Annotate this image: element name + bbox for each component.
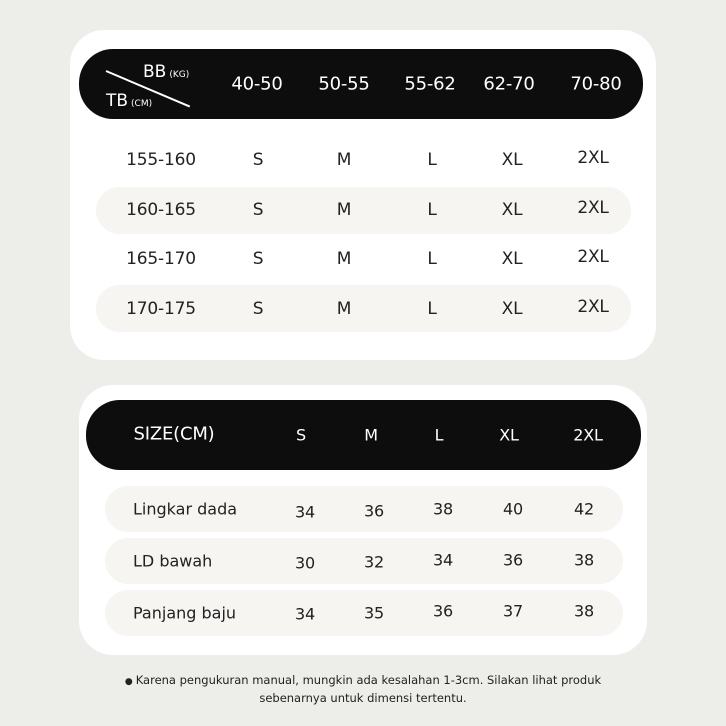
size-cell: XL (501, 249, 523, 269)
size-cell: L (427, 299, 437, 319)
size-cell: XL (501, 200, 523, 220)
size-cell: M (336, 249, 352, 269)
measure-cell: 30 (295, 553, 315, 573)
note-text-1: Karena pengukuran manual, mungkin ada kesalahan 1-3cm. Silakan lihat produk (135, 673, 602, 687)
measure-row-label: Panjang baju (133, 603, 237, 623)
measure-row-label: LD bawah (133, 551, 213, 571)
size-cell: XL (501, 150, 523, 170)
measure-cell: 38 (574, 601, 594, 621)
size-cell: 2XL (577, 247, 609, 267)
measure-cell: 34 (295, 502, 315, 522)
size-cell: L (427, 249, 437, 269)
bb-text: BB (143, 62, 167, 82)
weight-col-4: 62-70 (483, 73, 535, 95)
measure-col-4: XL (499, 425, 519, 445)
size-cell: S (252, 200, 264, 220)
size-cell: M (336, 299, 352, 319)
size-cell: 2XL (577, 198, 609, 218)
tb-cm-label (106, 91, 152, 111)
measure-cell: 32 (364, 552, 384, 572)
measure-col-1: S (296, 425, 306, 445)
weight-col-1: 40-50 (231, 73, 283, 95)
measure-cell: 38 (574, 550, 594, 570)
measurement-table-header (86, 400, 641, 470)
measure-col-2: M (364, 425, 378, 445)
bullet-icon: ● (124, 677, 133, 687)
size-cell: S (252, 249, 264, 269)
size-cell: S (252, 299, 264, 319)
height-cell: 165-170 (126, 249, 196, 269)
measure-cell: 42 (574, 499, 594, 519)
note-line-2: sebenarnya untuk dimensi tertentu. (259, 691, 467, 705)
measure-cell: 40 (503, 499, 523, 519)
measure-cell: 35 (364, 603, 384, 623)
size-cell: 2XL (577, 297, 609, 317)
measure-cell: 34 (433, 550, 453, 570)
bb-kg-label (143, 62, 189, 82)
measure-col-5: 2XL (573, 425, 603, 445)
measure-col-3: L (434, 425, 444, 445)
size-cell: XL (501, 299, 523, 319)
measure-cell: 37 (503, 601, 523, 621)
height-cell: 160-165 (126, 200, 196, 220)
weight-col-5: 70-80 (570, 73, 622, 95)
size-cell: S (252, 150, 264, 170)
note-line-1 (0, 672, 726, 690)
size-cell: M (336, 200, 352, 220)
size-cell: L (427, 200, 437, 220)
size-cell: 2XL (577, 148, 609, 168)
weight-table-header (79, 49, 643, 119)
height-cell: 170-175 (126, 299, 196, 319)
measure-cell: 36 (503, 550, 523, 570)
measure-cell: 36 (364, 501, 384, 521)
size-cell: M (336, 150, 352, 170)
tb-unit: (CM) (131, 99, 153, 109)
measurement-note (0, 672, 726, 706)
weight-height-size-card (70, 30, 656, 360)
measure-row-label: Lingkar dada (133, 499, 238, 519)
height-cell: 155-160 (126, 150, 196, 170)
weight-col-3: 55-62 (404, 73, 456, 95)
bb-unit: (KG) (169, 70, 190, 80)
size-cm-header: SIZE(CM) (133, 423, 215, 445)
weight-col-2: 50-55 (318, 73, 370, 95)
measure-cell: 34 (295, 604, 315, 624)
measure-cell: 36 (433, 601, 453, 621)
tb-text: TB (106, 91, 129, 111)
size-cell: L (427, 150, 437, 170)
measurement-card (79, 385, 647, 655)
measure-cell: 38 (433, 499, 453, 519)
